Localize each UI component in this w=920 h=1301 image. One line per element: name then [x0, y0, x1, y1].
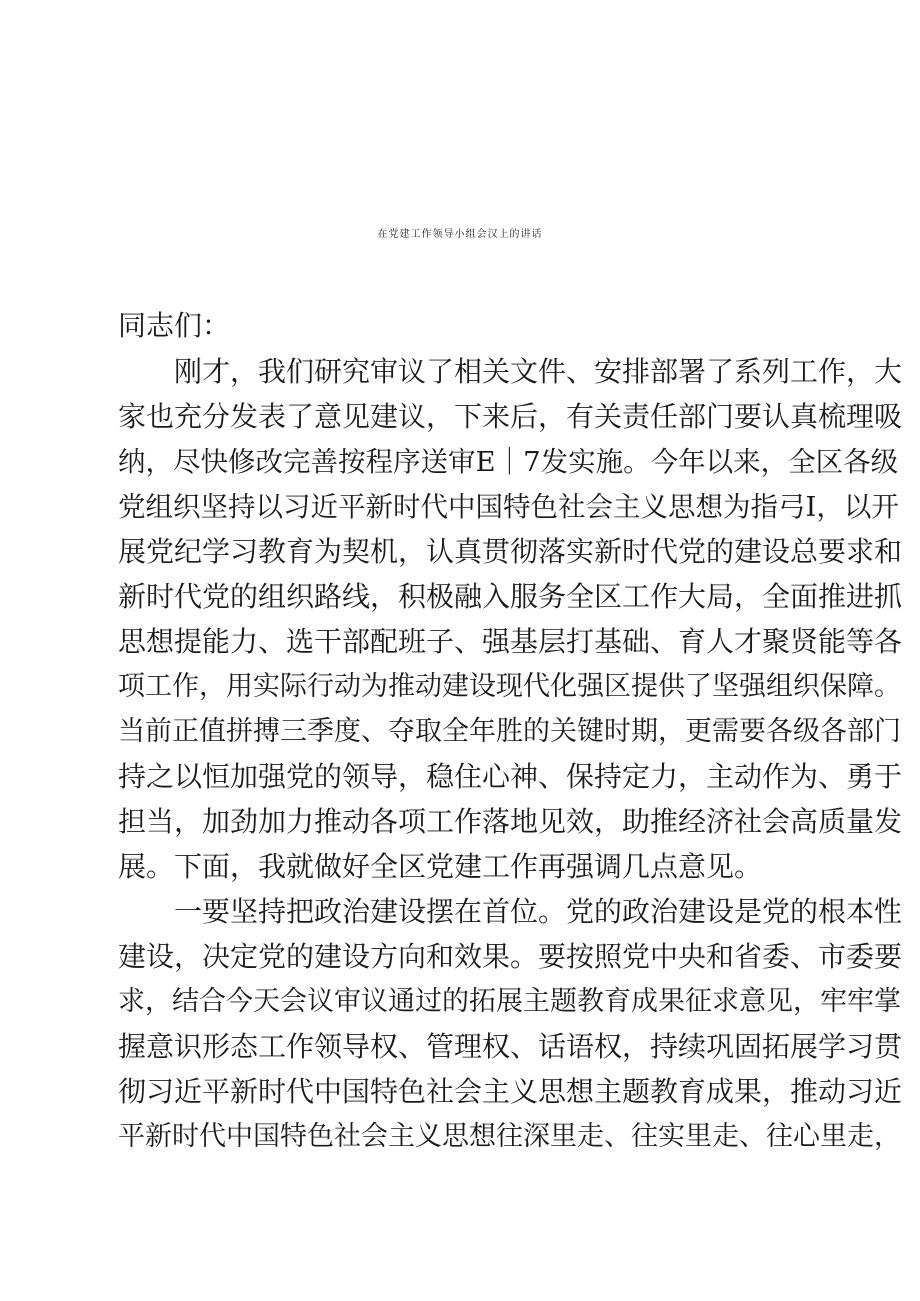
paragraph-line: 展。下面，我就做好全区党建工作再强调几点意见。 [118, 850, 763, 883]
paragraph-line: 担当，加劲加力推动各项工作落地见效，助推经济社会高质量发 [118, 805, 903, 838]
paragraph-line: 展党纪学习教育为契机，认真贯彻落实新时代党的建设总要求和 [118, 535, 903, 568]
paragraph-line: 项工作，用实际行动为推动建设现代化强区提供了坚强组织保障。 [118, 671, 901, 702]
document-title: 在党建工作领导小组会汉上的讲话 [377, 229, 543, 240]
paragraph-line: 思想提能力、选干部配班子、强基层打基础、育人才聚贤能等各 [118, 625, 903, 658]
paragraph-line: 建设，决定党的建设方向和效果。要按照党中央和省委、市委要 [118, 940, 903, 973]
paragraph-line: 握意识形态工作领导权、管理权、话语权，持续巩固拓展学习贯 [118, 1030, 903, 1063]
paragraph-line: 彻习近平新时代中国特色社会主义思想主题教育成果，推动习近 [118, 1075, 903, 1108]
paragraph-line: 党组织坚持以习近平新时代中国特色社会主义思想为指弓I，以开 [118, 491, 899, 523]
paragraph-line: 新时代党的组织路线，积极融入服务全区工作大局，全面推进抓 [118, 580, 903, 613]
paragraph-line: 持之以恒加强党的领导，稳住心神、保持定力，主动作为、勇于 [118, 760, 903, 793]
paragraph-line: 一要坚持把政治建设摆在首位。党的政治建设是党的根本性 [174, 895, 903, 928]
paragraph-line: 刚才，我们研究审议了相关文件、安排部署了系列工作，大 [174, 355, 903, 388]
paragraph-line: 家也充分发表了意见建议，下来后，有关责任部门要认真梳理吸 [118, 400, 903, 433]
salutation: 同志们： [118, 309, 231, 342]
paragraph-line: 平新时代中国特色社会主义思想往深里走、往实里走、往心里走， [118, 1121, 901, 1152]
paragraph-line: 纳，尽快修改完善按程序送审E｜7发实施。今年以来，全区各级 [118, 446, 899, 478]
paragraph-line: 当前正值拼搏三季度、夺取全年胜的关键时期，更需要各级各部门 [118, 716, 901, 747]
paragraph-line: 求，结合今天会议审议通过的拓展主题教育成果征求意见，牢牢掌 [118, 986, 901, 1017]
